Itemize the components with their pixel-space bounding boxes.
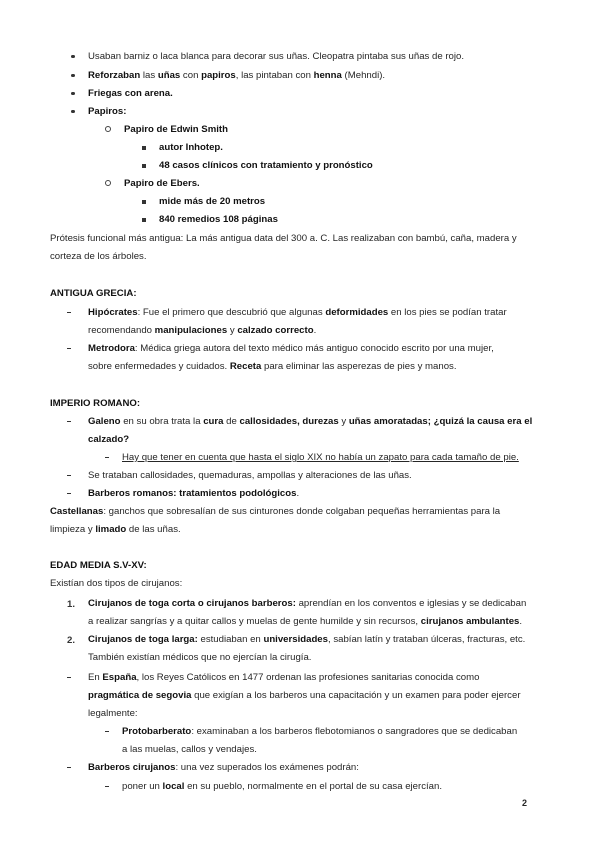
text-line: pragmática de segovia que exigían a los barberos una capacitación y un examen para poder ejercer bbox=[88, 690, 521, 701]
bullet-dash bbox=[67, 767, 71, 768]
bullet-dash bbox=[67, 348, 71, 349]
text-line: Hipócrates: Fue el primero que descubrió que algunas deformidades en los pies se podían tratar bbox=[88, 307, 507, 318]
list-number-1: 1. bbox=[67, 599, 76, 610]
bullet-square bbox=[142, 146, 146, 150]
text-line: Cirujanos de toga larga: estudiaban en universidades, sabían latín y trataban úlceras, fracturas, etc. bbox=[88, 634, 526, 645]
bullet-circle bbox=[105, 180, 111, 186]
text-line: Metrodora: Médica griega autora del texto médico más antiguo conocido escrito por una mujer, bbox=[88, 343, 494, 354]
text-line: a realizar sangrías y a quitar callos y muelas de gente humilde y sin recursos, cirujanos ambulantes. bbox=[88, 616, 523, 627]
text-line: Papiro de Ebers. bbox=[124, 178, 200, 189]
text-line: 48 casos clínicos con tratamiento y pronóstico bbox=[159, 160, 373, 171]
bullet-square bbox=[142, 218, 146, 222]
section-heading: ANTIGUA GRECIA: bbox=[50, 288, 137, 299]
text-line: a las muelas, callos y vendajes. bbox=[122, 744, 257, 755]
text-line: Friegas con arena. bbox=[88, 88, 173, 99]
bullet-circle bbox=[105, 126, 111, 132]
bullet-dash bbox=[67, 475, 71, 476]
text-line: Usaban barniz o laca blanca para decorar sus uñas. Cleopatra pintaba sus uñas de rojo. bbox=[88, 51, 464, 62]
text-line: Papiros: bbox=[88, 106, 127, 117]
text-line: Prótesis funcional más antigua: La más antigua data del 300 a. C. Las realizaban con bambú, caña, madera y bbox=[50, 233, 517, 244]
bullet-dash bbox=[67, 493, 71, 494]
list-number-2: 2. bbox=[67, 635, 76, 646]
text-line: 840 remedios 108 páginas bbox=[159, 214, 278, 225]
text-line: Castellanas: ganchos que sobresalían de sus cinturones donde colgaban pequeñas herramientas para la bbox=[50, 506, 501, 517]
section-heading: IMPERIO ROMANO: bbox=[50, 398, 141, 409]
text-line: sobre enfermedades y cuidados. Receta para eliminar las asperezas de pies y manos. bbox=[88, 361, 457, 372]
text-line: Existían dos tipos de cirujanos: bbox=[50, 578, 183, 589]
bullet-dot bbox=[71, 110, 75, 114]
text-line: Reforzaban las uñas con papiros, las pintaban con henna (Mehndi). bbox=[88, 70, 386, 81]
text-line: Barberos cirujanos: una vez superados los exámenes podrán: bbox=[88, 762, 359, 773]
text-line: autor Inhotep. bbox=[159, 142, 223, 153]
bullet-dash bbox=[105, 457, 109, 458]
bullet-dot bbox=[71, 92, 75, 96]
bullet-square bbox=[142, 164, 146, 168]
text-line: Papiro de Edwin Smith bbox=[124, 124, 228, 135]
text-line: poner un local en su pueblo, normalmente en el portal de su casa ejercían. bbox=[122, 781, 443, 792]
bullet-dash bbox=[67, 312, 71, 313]
bullet-square bbox=[142, 200, 146, 204]
text-line: Cirujanos de toga corta o cirujanos barberos: aprendían en los conventos e iglesias y se dedicaban bbox=[88, 598, 527, 609]
text-line: Hay que tener en cuenta que hasta el siglo XIX no había un zapato para cada tamaño de pie. bbox=[122, 452, 519, 463]
bullet-dot bbox=[71, 55, 75, 59]
text-line: En España, los Reyes Católicos en 1477 ordenan las profesiones sanitarias conocida como bbox=[88, 672, 480, 683]
text-line: Barberos romanos: tratamientos podológicos. bbox=[88, 488, 300, 499]
bullet-dash bbox=[67, 677, 71, 678]
bullet-dash bbox=[105, 786, 109, 787]
text-line: corteza de los árboles. bbox=[50, 251, 147, 262]
text-line: limpieza y limado de las uñas. bbox=[50, 524, 181, 535]
text-line: calzado? bbox=[88, 434, 130, 445]
section-heading: EDAD MEDIA S.V-XV: bbox=[50, 560, 147, 571]
text-line: Galeno en su obra trata la cura de callosidades, durezas y uñas amoratadas; ¿quizá la causa era el bbox=[88, 416, 533, 427]
text-line: Protobarberato: examinaban a los barberos flebotomianos o sangradores que se dedicaban bbox=[122, 726, 518, 737]
bullet-dash bbox=[105, 731, 109, 732]
text-line: Se trataban callosidades, quemaduras, ampollas y alteraciones de las uñas. bbox=[88, 470, 412, 481]
text-line: También existían médicos que no ejercían la cirugía. bbox=[88, 652, 312, 663]
text-line: legalmente: bbox=[88, 708, 138, 719]
page-number: 2 bbox=[522, 798, 528, 808]
bullet-dot bbox=[71, 74, 75, 78]
text-line: recomendando manipulaciones y calzado correcto. bbox=[88, 325, 317, 336]
text-line: mide más de 20 metros bbox=[159, 196, 266, 207]
bullet-dash bbox=[67, 421, 71, 422]
